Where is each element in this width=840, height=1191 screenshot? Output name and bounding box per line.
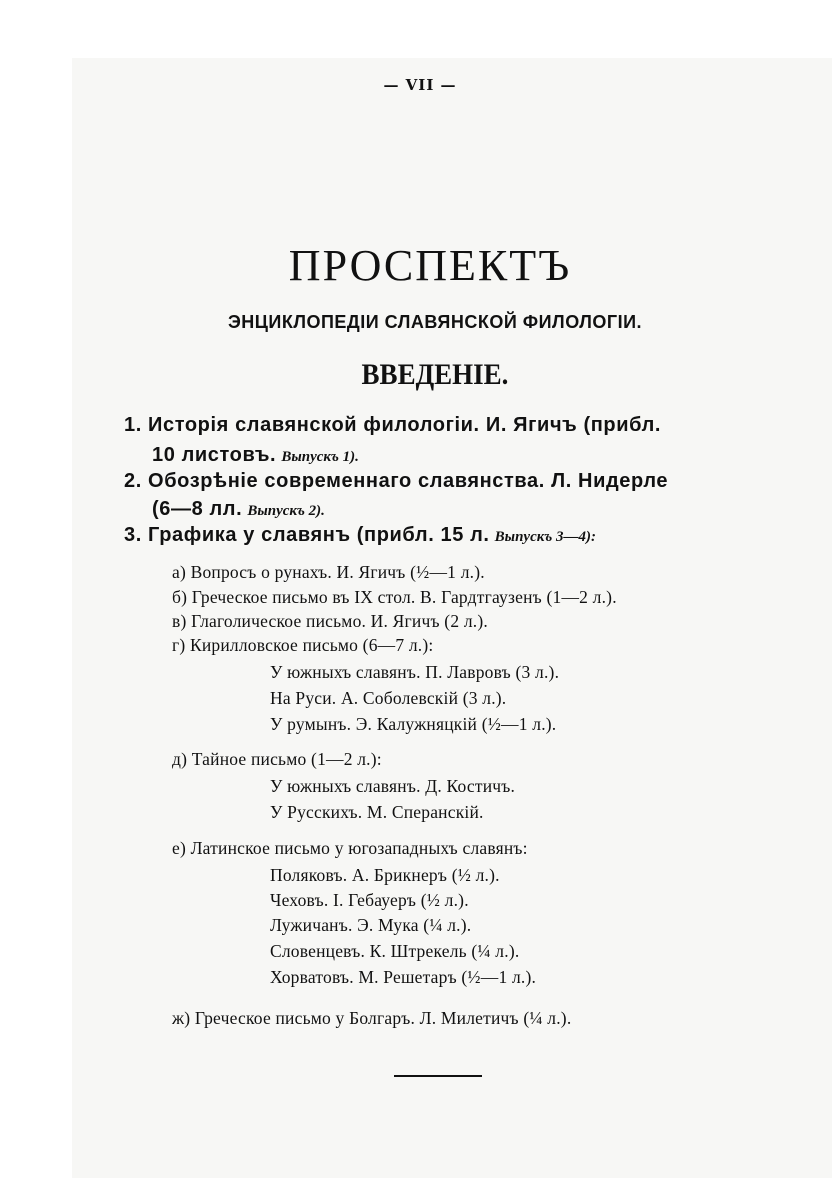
item-2-extent: (6—8 лл. — [152, 498, 243, 520]
item-2-line-1: 2. Обозрѣніе современнаго славянства. Л. Нидерле — [124, 470, 669, 492]
item-1-tail: ). — [350, 449, 359, 465]
sub-item-zh: ж) Греческое письмо у Болгаръ. Л. Милетичъ (¼ л.). — [172, 1008, 572, 1028]
item-2-line-2 — [152, 498, 325, 521]
sub-item-e-4: Словенцевъ. К. Штрекель (¼ л.). — [270, 941, 520, 961]
sub-item-e-5: Хорватовъ. М. Решетаръ (½—1 л.). — [270, 967, 537, 987]
item-1-edition: Выпускъ 1 — [281, 449, 351, 465]
item-1-extent: 10 листовъ. — [152, 444, 277, 466]
sub-item-g: г) Кирилловское письмо (6—7 л.): — [172, 635, 434, 655]
sub-item-e-2: Чеховъ. І. Гебауеръ (½ л.). — [270, 890, 469, 910]
sub-item-e: е) Латинское письмо у югозападныхъ славянъ: — [172, 838, 528, 858]
closing-rule — [394, 1075, 482, 1077]
item-3-edition: Выпускъ 3—4 — [494, 529, 586, 545]
page-title: ПРОСПЕКТЪ — [288, 241, 572, 290]
sub-item-d-1: У южныхъ славянъ. Д. Костичъ. — [270, 776, 516, 796]
page-number: — VII — — [383, 76, 457, 94]
item-3-line-1 — [124, 524, 596, 547]
sub-item-g-1: У южныхъ славянъ. П. Лавровъ (3 л.). — [270, 662, 560, 682]
sub-item-d: д) Тайное письмо (1—2 л.): — [172, 749, 382, 769]
item-2-tail: ). — [316, 503, 325, 519]
sub-item-d-2: У Русскихъ. М. Сперанскій. — [270, 802, 484, 822]
section-title: ВВЕДЕНІЕ. — [361, 358, 509, 391]
sub-item-e-1: Поляковъ. А. Брикнеръ (½ л.). — [270, 865, 500, 885]
page-subtitle: ЭНЦИКЛОПЕДІИ СЛАВЯНСКОЙ ФИЛОЛОГІИ. — [227, 312, 643, 332]
sub-item-g-2: На Руси. А. Соболевскій (3 л.). — [270, 688, 507, 708]
sub-item-g-3: У румынъ. Э. Калужняцкій (½—1 л.). — [270, 714, 557, 734]
sub-item-a: а) Вопросъ о рунахъ. И. Ягичъ (½—1 л.). — [172, 562, 485, 582]
item-2-edition: Выпускъ 2 — [247, 503, 317, 519]
item-3-tail: ): — [586, 529, 596, 545]
item-1-line-2 — [152, 444, 359, 467]
sub-item-b: б) Греческое письмо въ IX стол. В. Гардтгаузенъ (1—2 л.). — [172, 587, 617, 607]
sub-item-e-3: Лужичанъ. Э. Мука (¼ л.). — [270, 915, 472, 935]
item-1-line-1: 1. Исторія славянской филологіи. И. Ягичъ (прибл. — [124, 414, 662, 436]
sub-item-v: в) Глаголическое письмо. И. Ягичъ (2 л.). — [172, 611, 488, 631]
item-3-heading: 3. Графика у славянъ (прибл. 15 л. — [124, 524, 490, 546]
